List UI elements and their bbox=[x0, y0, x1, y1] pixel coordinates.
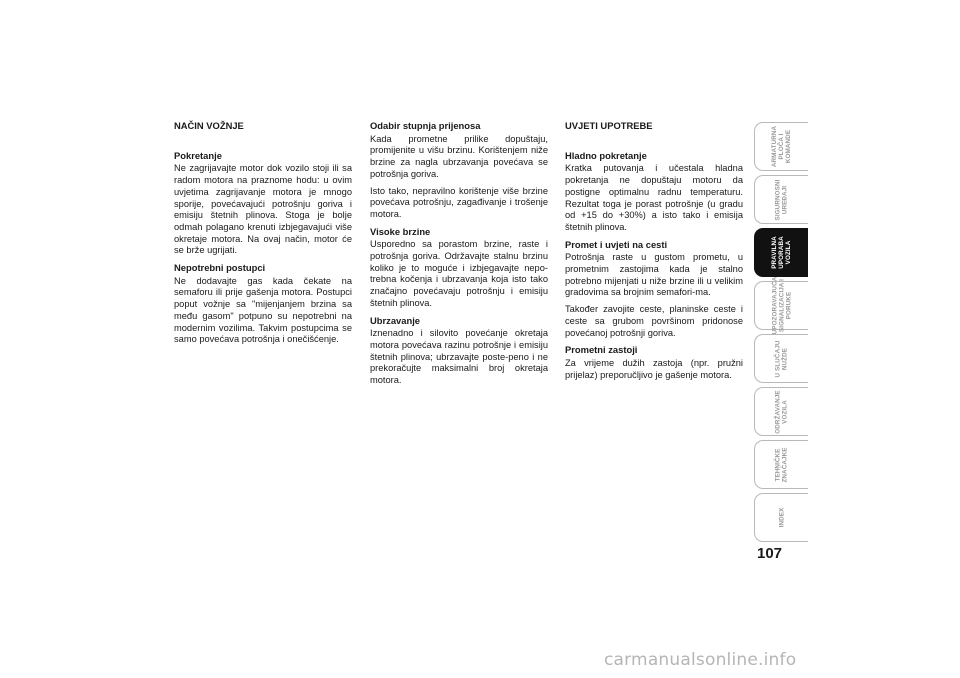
paragraph: Za vrijeme dužih zastoja (npr. pružni prijelaz) preporučljivo je gašenje motora. bbox=[565, 357, 743, 380]
heading-prometni-zastoji: Prometni zastoji bbox=[565, 344, 638, 356]
heading-visoke-brzine: Visoke brzine bbox=[370, 225, 431, 237]
tab-label: INDEX bbox=[778, 507, 785, 528]
tab-armaturna-ploca[interactable] bbox=[754, 122, 808, 171]
heading-odabir-stupnja: Odabir stupnja prijenosa bbox=[370, 120, 481, 131]
column-1 bbox=[174, 120, 352, 351]
section-title: UVJETI UPOTREBE bbox=[565, 120, 653, 131]
tab-label: SIGURNOSNI UREĐAJI bbox=[774, 179, 789, 220]
heading-promet-uvjeti: Promet i uvjeti na cesti bbox=[565, 238, 668, 250]
tab-index[interactable] bbox=[754, 493, 808, 542]
paragraph: Potrošnja raste u gustom prometu, u prometnim zastojima kada je stalno potrebno mijenjati u niže brzine ili u velikim gradovima sa brojnim semafori-ma. bbox=[565, 252, 743, 298]
tab-sigurnosni-uredaji[interactable] bbox=[754, 175, 808, 224]
paragraph: Također zavojite ceste, planinske ceste i ceste sa grubom površinom pridonose povećanoj potrošnji goriva. bbox=[565, 304, 743, 338]
heading-hladno-pokretanje: Hladno pokretanje bbox=[565, 149, 647, 161]
chapter-tabs bbox=[754, 122, 810, 546]
paragraph: Ne dodavajte gas kada čekate na semaforu ili prije gašenja motora. Postupci poput vožnje sa "mijenjanjem brzina sa među gasom" potpuno su nepotrebni na modernim vozilima. Takvim postupcima se samo povećava potrošnja i onečišćenje. bbox=[174, 275, 352, 345]
tab-label: U SLUČAJU NUŽDE bbox=[774, 340, 789, 377]
tab-label: ARMATURNA PLOČA I KOMANDE bbox=[770, 125, 792, 168]
heading-pokretanje: Pokretanje bbox=[174, 149, 222, 161]
paragraph: Isto tako, nepravilno korištenje više brzine povećava potrošnju, zagađivanje i trošenje motora. bbox=[370, 185, 548, 219]
page-number: 107 bbox=[757, 545, 783, 562]
heading-ubrzavanje: Ubrzavanje bbox=[370, 314, 421, 326]
paragraph: Usporedno sa porastom brzine, raste i potrošnja goriva. Održavajte stalnu brzinu koliko je to moguće i izbjegavajte nepo-trebna kočenja i ubrzavanja koja isto tako značajno povećavaju potrošnju i emisiju štetnih plinova. bbox=[370, 239, 548, 308]
tab-label: UPOZORAVAJUĆA SIGNALIZACIJA I PORUKE bbox=[771, 276, 792, 335]
heading-nepotrebni-postupci: Nepotrebni postupci bbox=[174, 262, 266, 274]
tab-odrzavanje-vozila[interactable] bbox=[754, 387, 808, 436]
tab-label: ODRŽAVANJE VOZILA bbox=[774, 389, 789, 434]
paragraph: Kada prometne prilike dopuštaju, promijenite u višu brzinu. Korištenjem niže brzine za nagla ubrzavanja povećava se potrošnja goriva. bbox=[370, 133, 548, 179]
tab-upozoravajuca-signalizacija[interactable] bbox=[754, 276, 808, 335]
column-3 bbox=[565, 120, 743, 386]
tab-label: PRAVILNA UPORABA VOZILA bbox=[770, 236, 792, 269]
paragraph: Iznenadno i silovito povećanje okretaja motora povećava razinu potrošnje i emisiju štetnih plinova; ubrzavajte poste-peno i ne prekoračujte maksimalni broj okretaja motora. bbox=[370, 328, 548, 386]
tab-pravilna-uporaba[interactable] bbox=[754, 228, 808, 277]
watermark: carmanualsonline.info bbox=[604, 650, 797, 670]
tab-u-slucaju-nuzde[interactable] bbox=[754, 334, 808, 383]
column-2 bbox=[370, 120, 548, 392]
paragraph: Kratka putovanja i učestala hladna pokretanja ne dopuštaju motoru da postigne optimalnu radnu temperaturu. Rezultat toga je porast potrošnje (u gradu od +15 do +30%) a isto tako i emisija štetnih plinova. bbox=[565, 163, 743, 232]
tab-label: TEHNIČKE ZNAČAJKE bbox=[774, 446, 789, 483]
section-title: NAČIN VOŽNJE bbox=[174, 120, 244, 131]
tab-tehnicke-znacajke[interactable] bbox=[754, 440, 808, 489]
paragraph: Ne zagrijavajte motor dok vozilo stoji ili sa radom motora na praznome hodu: u ovim uvjetima zagrijavanje motora je mnogo sporije, povećavajući potrošnju goriva i emisiju štetnih plinova. Stoga je bolje odmah polagano krenuti izbjegavajući više okretaje motora. Na ovaj način, motor će se brže ugrijati. bbox=[174, 163, 352, 256]
